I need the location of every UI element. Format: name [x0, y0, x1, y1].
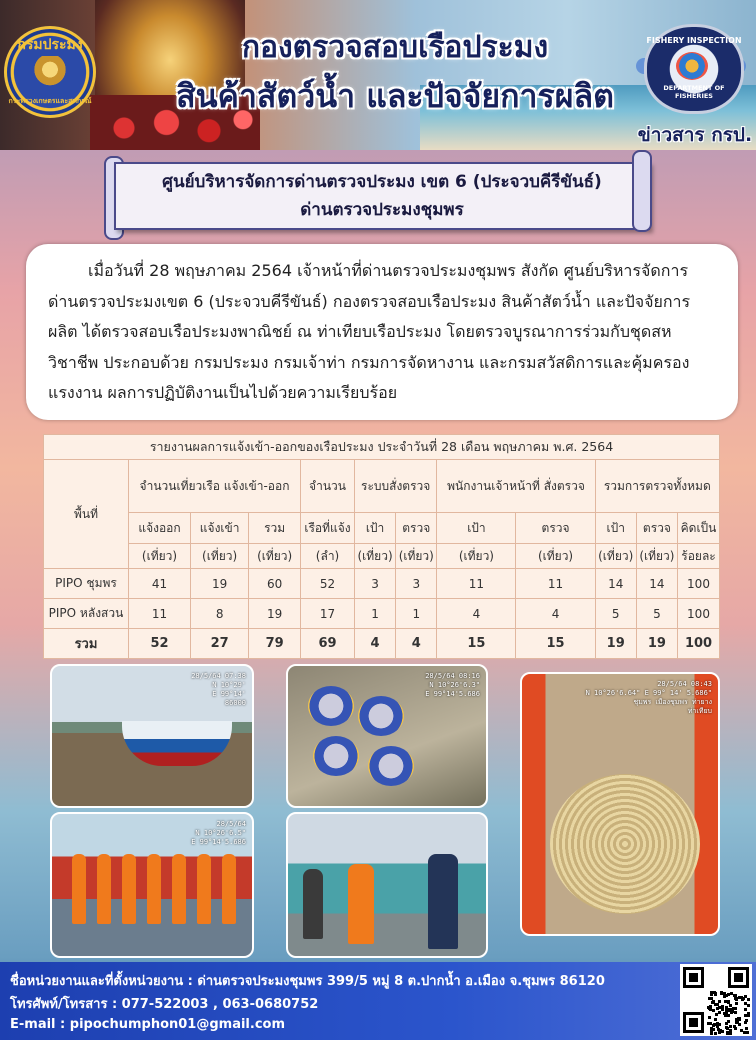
qr-module — [719, 1029, 722, 1032]
officer-figure — [303, 869, 323, 939]
unit-header-cell: (เที่ยว) — [437, 544, 516, 569]
area-cell: PIPO หลังสวน — [44, 599, 129, 629]
value-cell: 11 — [437, 569, 516, 599]
qr-module — [747, 998, 750, 1001]
qr-module — [708, 1016, 711, 1019]
unit-header-cell: (เที่ยว) — [191, 544, 249, 569]
area-cell: PIPO ชุมพร — [44, 569, 129, 599]
qr-finder-pattern — [734, 973, 743, 982]
qr-module — [732, 1007, 735, 1010]
photo-3-stamp: 28/5/64 08:43 N 10°26'6.64" E 99° 14' 5.686" ชุมพร เมืองชุมพร ท่ายาง ท่าเทียบ — [585, 680, 712, 715]
qr-module — [735, 998, 738, 1001]
bucket-shape — [313, 736, 359, 776]
photo-4-stamp: 28/5/64 N 10°26'6.5" E 99°14'5.686 — [191, 820, 246, 846]
qr-module — [744, 1014, 747, 1017]
value-cell: 79 — [249, 629, 301, 659]
value-cell: 1 — [354, 599, 395, 629]
page-title — [160, 28, 630, 118]
qr-module — [729, 1032, 732, 1035]
value-cell: 100 — [678, 569, 720, 599]
news-body-box — [26, 244, 738, 420]
table-row — [44, 569, 720, 599]
table-row — [44, 599, 720, 629]
value-cell: 11 — [516, 569, 595, 599]
qr-module — [747, 1012, 750, 1015]
footer-phone: โทรศัพท์/โทรสาร : 077-522003 , 063-0680752 — [10, 997, 319, 1012]
inspection-system-header: ระบบสั่งตรวจ — [354, 460, 436, 513]
qr-module — [733, 1025, 736, 1028]
unit-header-cell: (ลำ) — [301, 544, 355, 569]
value-cell: 19 — [191, 569, 249, 599]
photo-2-stamp: 28/5/64 08:16 N 10°26'6.3" E 99°14'5.686 — [425, 672, 480, 698]
value-cell: 3 — [354, 569, 395, 599]
value-cell: 4 — [396, 629, 437, 659]
qr-module — [712, 1009, 715, 1012]
qr-module — [714, 1018, 717, 1021]
value-cell: 100 — [678, 599, 720, 629]
qr-module — [710, 997, 713, 1000]
unit-header-cell: (เที่ยว) — [396, 544, 437, 569]
qr-module — [710, 993, 713, 996]
scroll-roll-right — [632, 150, 652, 232]
news-label: ข่าวสาร กรป. — [637, 124, 753, 146]
sub-header-cell: คิดเป็น — [678, 513, 720, 544]
sub-header-cell: ตรวจ — [396, 513, 437, 544]
qr-module — [721, 1008, 724, 1011]
sub-header-row — [44, 513, 720, 544]
logo-right-text-top: FISHERY INSPECTION — [646, 36, 742, 45]
sub-header-cell: เป้า — [595, 513, 636, 544]
photo-1-stamp: 28/5/64 07:38 N 10°29' E 99°14' 86000 — [191, 672, 246, 707]
photo-officers-inspecting — [286, 812, 488, 958]
qr-module — [738, 1023, 741, 1026]
boat-shape — [122, 721, 232, 766]
value-cell: 19 — [636, 629, 677, 659]
bucket-shape — [368, 746, 414, 786]
sub-header-cell: รวม — [249, 513, 301, 544]
qr-code[interactable] — [680, 964, 752, 1036]
qr-module — [713, 991, 716, 994]
qr-module — [740, 1029, 743, 1032]
value-cell: 5 — [636, 599, 677, 629]
rope-shape — [550, 774, 700, 914]
photo-fishing-boat — [50, 664, 254, 808]
report-table — [43, 434, 720, 659]
qr-module — [744, 1021, 747, 1024]
bucket-shape — [358, 696, 404, 736]
vessel-count-header: จำนวน — [301, 460, 355, 513]
unit-header-cell: (เที่ยว) — [595, 544, 636, 569]
value-cell: 100 — [678, 629, 720, 659]
logo-left-text-top: กรมประมง — [17, 37, 83, 53]
officer-ordered-header: พนักงานเจ้าหน้าที่ สั่งตรวจ — [437, 460, 595, 513]
qr-module — [724, 1000, 727, 1003]
value-cell: 15 — [516, 629, 595, 659]
value-cell: 69 — [301, 629, 355, 659]
qr-finder-pattern — [689, 1018, 698, 1027]
qr-module — [744, 995, 747, 998]
sub-header-cell: เป้า — [354, 513, 395, 544]
sub-header-cell: เรือที่แจ้ง — [301, 513, 355, 544]
value-cell: 52 — [301, 569, 355, 599]
footer-address: ชื่อหน่วยงานและที่ตั้งหน่วยงาน : ด่านตรวจประมงชุมพร 399/5 หมู่ 8 ต.ปากน้ำ อ.เมือง จ.ชุมพร 86120 — [10, 974, 605, 989]
qr-module — [741, 998, 744, 1001]
unit-header-cell: (เที่ยว) — [516, 544, 595, 569]
value-cell: 3 — [396, 569, 437, 599]
qr-module — [728, 1009, 731, 1012]
qr-module — [714, 1003, 717, 1006]
title-line-1: กองตรวจสอบเรือประมง — [241, 30, 549, 65]
crew-member — [197, 854, 211, 924]
value-cell: 41 — [129, 569, 191, 599]
qr-module — [723, 992, 726, 995]
qr-module — [746, 1031, 749, 1034]
value-cell: 5 — [595, 599, 636, 629]
crew-member — [172, 854, 186, 924]
fishery-inspection-logo — [636, 24, 746, 116]
qr-module — [710, 1032, 713, 1035]
area-header: พื้นที่ — [44, 460, 129, 569]
qr-module — [709, 1022, 712, 1025]
crew-member — [122, 854, 136, 924]
banner-line-2: ด่านตรวจประมงชุมพร — [300, 200, 464, 220]
table-caption: รายงานผลการแจ้งเข้า-ออกของเรือประมง ประจำวันที่ 28 เดือน พฤษภาคม พ.ศ. 2564 — [44, 435, 720, 460]
value-cell: 52 — [129, 629, 191, 659]
qr-module — [745, 1027, 748, 1030]
unit-header-cell: (เที่ยว) — [636, 544, 677, 569]
emblem-icon — [34, 56, 66, 90]
value-cell: 14 — [595, 569, 636, 599]
crew-member — [72, 854, 86, 924]
qr-module — [715, 1013, 718, 1016]
qr-module — [708, 1007, 711, 1010]
qr-module — [737, 1017, 740, 1020]
qr-module — [718, 1011, 721, 1014]
unit-header-cell: (เที่ยว) — [129, 544, 191, 569]
sub-header-cell: แจ้งออก — [129, 513, 191, 544]
table-row — [44, 629, 720, 659]
report-table-wrapper — [43, 434, 720, 659]
unit-header-cell: (เที่ยว) — [354, 544, 395, 569]
sub-header-cell: แจ้งเข้า — [191, 513, 249, 544]
value-cell: 27 — [191, 629, 249, 659]
total-inspection-header: รวมการตรวจทั้งหมด — [595, 460, 719, 513]
logo-left-text-bottom: กระทรวงเกษตรและสหกรณ์ — [8, 97, 92, 105]
photo-rope-on-deck — [520, 672, 720, 936]
sub-header-cell: ตรวจ — [516, 513, 595, 544]
officer-figure — [348, 864, 374, 944]
qr-module — [743, 1031, 746, 1034]
value-cell: 4 — [516, 599, 595, 629]
qr-module — [734, 1011, 737, 1014]
unit-header-cell: ร้อยละ — [678, 544, 720, 569]
value-cell: 15 — [437, 629, 516, 659]
news-body-text: เมื่อวันที่ 28 พฤษภาคม 2564 เจ้าหน้าที่ด่านตรวจประมงชุมพร สังกัด ศูนย์บริหารจัดการด่านตรวจประมงเขต 6 (ประจวบคีรีขันธ์) กองตรวจสอบเรือประมง สินค้าสัตว์น้ำ และปัจจัยการผลิต ได้ตรวจสอบเรือประมงพาณิชย์ ณ ท่าเทียบเรือประมง โดยตรวจบูรณาการร่วมกับชุดสหวิชาชีพ ประกอบด้วย กรมประมง กรมเจ้าท่า กรมการจัดหางาน และกรมสวัสดิการและคุ้มครองแรงงาน ผลการปฏิบัติงานเป็นไปด้วยความเรียบร้อย — [48, 261, 691, 402]
crew-member — [147, 854, 161, 924]
qr-module — [729, 1025, 732, 1028]
qr-module — [735, 1002, 738, 1005]
unit-header-cell: (เที่ยว) — [249, 544, 301, 569]
value-cell: 19 — [595, 629, 636, 659]
qr-module — [716, 1025, 719, 1028]
qr-finder-pattern — [689, 973, 698, 982]
value-cell: 19 — [249, 599, 301, 629]
logo-right-text-bottom: DEPARTMENT OF FISHERIES — [663, 84, 725, 100]
qr-module — [744, 1002, 747, 1005]
crew-member — [97, 854, 111, 924]
qr-module — [726, 1014, 729, 1017]
department-of-fisheries-logo — [4, 26, 96, 118]
sub-header-cell: ตรวจ — [636, 513, 677, 544]
scroll-banner — [104, 156, 652, 230]
sub-header-cell: เป้า — [437, 513, 516, 544]
notify-count-header: จำนวนเที่ยวเรือ แจ้งเข้า-ออก — [129, 460, 301, 513]
footer-email[interactable]: E-mail : pipochumphon01@gmail.com — [10, 1017, 286, 1032]
photo-crew-lifejackets — [50, 812, 254, 958]
value-cell: 8 — [191, 599, 249, 629]
value-cell: 1 — [396, 599, 437, 629]
officer-figure — [428, 854, 458, 949]
value-cell: 11 — [129, 599, 191, 629]
footer — [0, 962, 756, 1040]
title-line-2: สินค้าสัตว์น้ำ และปัจจัยการผลิต — [176, 77, 614, 115]
qr-module — [727, 1020, 730, 1023]
value-cell: 17 — [301, 599, 355, 629]
qr-module — [716, 1022, 719, 1025]
photo-fish-buckets — [286, 664, 488, 808]
bucket-shape — [308, 686, 354, 726]
qr-module — [712, 1024, 715, 1027]
qr-module — [744, 1008, 747, 1011]
area-cell: รวม — [44, 629, 129, 659]
value-cell: 4 — [437, 599, 516, 629]
qr-module — [726, 1032, 729, 1035]
unit-header-row — [44, 544, 720, 569]
qr-module — [727, 1001, 730, 1004]
value-cell: 14 — [636, 569, 677, 599]
qr-module — [747, 1004, 750, 1007]
table-body — [44, 569, 720, 659]
value-cell: 4 — [354, 629, 395, 659]
qr-module — [712, 1028, 715, 1031]
fish-emblem-icon — [676, 52, 708, 80]
qr-module — [714, 1032, 717, 1035]
banner-line-1: ศูนย์บริหารจัดการด่านตรวจประมง เขต 6 (ประจวบคีรีขันธ์) — [162, 172, 602, 192]
crew-member — [222, 854, 236, 924]
banner-body — [114, 162, 650, 230]
value-cell: 60 — [249, 569, 301, 599]
